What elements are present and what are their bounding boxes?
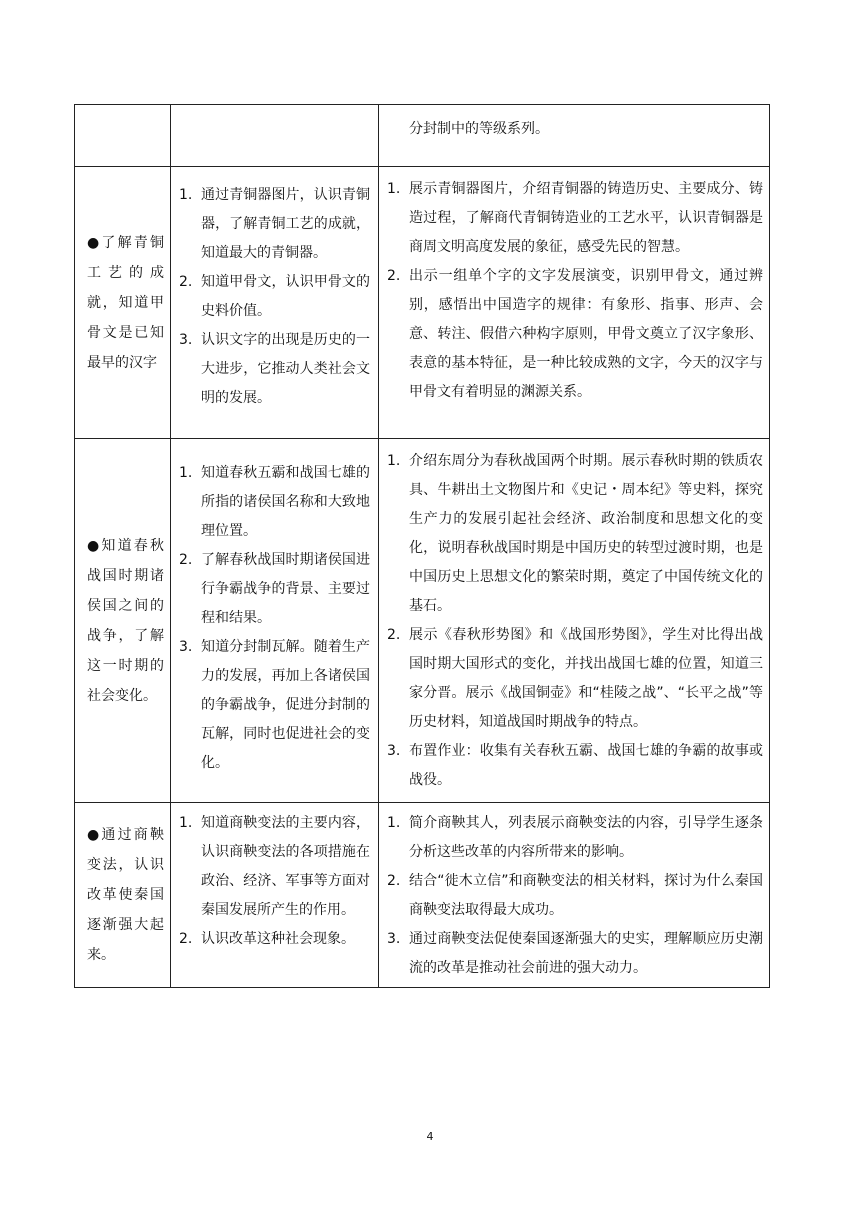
item-number: 3. [387,743,401,759]
item-text: 简介商鞅其人，列表展示商鞅变法的内容，引导学生逐条分析这些改革的内容所带来的影响。 [409,815,763,860]
item-number: 2. [387,627,401,643]
item-number: 3. [387,931,401,947]
goal-text: ●通过商鞅变法，认识改革使秦国逐渐强大起来。 [87,827,164,963]
list-item [179,546,370,633]
requirements-cell [171,105,379,166]
list-item [387,925,763,983]
item-text: 知道分封制瓦解。随着生产力的发展，再加上各诸侯国的争霸战争，促进分封制的瓦解，同时也促进社会的变化。 [201,639,370,771]
item-number: 3. [179,332,193,348]
list-item [179,181,370,268]
item-text: 知道甲骨文，认识甲骨文的史料价值。 [201,274,370,319]
item-text: 展示《春秋形势图》和《战国形势图》，学生对比得出战国时期大国形式的变化，并找出战国七雄的位置，知道三家分晋。展示《战国铜壶》和“桂陵之战”、“长平之战”等历史材料，知道战国时期战争的特点。 [409,627,763,730]
activities-continuation-text: 分封制中的等级系列。 [409,121,549,137]
item-number: 1. [387,453,401,469]
requirements-cell [171,439,379,802]
activities-cell [379,167,769,438]
activities-cell [379,105,769,166]
item-text: 通过商鞅变法促使秦国逐渐强大的史实，理解顺应历史潮流的改革是推动社会前进的强大动力。 [409,931,763,976]
goal-cell [75,803,171,987]
item-number: 2. [387,268,401,284]
item-number: 2. [387,873,401,889]
item-text: 知道商鞅变法的主要内容，认识商鞅变法的各项措施在政治、经济、军事等方面对秦国发展所产生的作用。 [201,815,370,918]
table-row [74,166,770,438]
goal-text: ●了解青铜工艺的成就，知道甲骨文是已知最早的汉字 [87,234,164,371]
item-text: 认识改革这种社会现象。 [201,931,355,947]
table-row [74,438,770,802]
list-item [387,621,763,737]
item-text: 出示一组单个字的文字发展演变，识别甲骨文，通过辨别，感悟出中国造字的规律：有象形、指事、形声、会意、转注、假借六种构字原则，甲骨文奠立了汉字象形、表意的基本特征，是一种比较成熟的文字，今天的汉字与甲骨文有着明显的渊源关系。 [409,268,763,400]
item-number: 2. [179,274,193,290]
item-number: 2. [179,931,193,947]
list-item [387,737,763,795]
table-row [74,802,770,988]
list-item [179,326,370,413]
goal-text: ●知道春秋战国时期诸侯国之间的战争，了解这一时期的社会变化。 [87,537,164,704]
activities-cell [379,803,769,987]
item-text: 布置作业：收集有关春秋五霸、战国七雄的争霸的故事或战役。 [409,743,763,788]
list-item [179,809,370,925]
goal-cell [75,439,171,802]
item-text: 认识文字的出现是历史的一大进步，它推动人类社会文明的发展。 [201,332,370,406]
item-number: 1. [387,815,401,831]
curriculum-table [74,104,770,988]
item-number: 1. [387,181,401,197]
requirements-cell [171,803,379,987]
list-item [387,867,763,925]
page-number: 4 [426,1130,434,1143]
item-text: 介绍东周分为春秋战国两个时期。展示春秋时期的铁质农具、牛耕出土文物图片和《史记・周本纪》等史料，探究生产力的发展引起社会经济、政治制度和思想文化的变化，说明春秋战国时期是中国历史的转型过渡时期，也是中国历史上思想文化的繁荣时期，奠定了中国传统文化的基石。 [409,453,763,614]
list-item [387,809,763,867]
item-number: 1. [179,187,193,203]
activities-cell [379,439,769,802]
table-row [74,104,770,166]
item-text: 通过青铜器图片，认识青铜器，了解青铜工艺的成就，知道最大的青铜器。 [201,187,370,261]
goal-cell [75,167,171,438]
list-item [179,268,370,326]
item-text: 展示青铜器图片，介绍青铜器的铸造历史、主要成分、铸造过程，了解商代青铜铸造业的工艺水平，认识青铜器是商周文明高度发展的象征，感受先民的智慧。 [409,181,763,255]
list-item [179,633,370,778]
goal-cell [75,105,171,166]
item-text: 结合“徙木立信”和商鞅变法的相关材料，探讨为什么秦国商鞅变法取得最大成功。 [409,873,763,918]
item-number: 1. [179,815,193,831]
list-item [179,459,370,546]
item-number: 2. [179,552,193,568]
requirements-cell [171,167,379,438]
list-item [387,447,763,621]
list-item [387,262,763,407]
item-text: 知道春秋五霸和战国七雄的所指的诸侯国名称和大致地理位置。 [201,465,370,539]
item-number: 3. [179,639,193,655]
item-number: 1. [179,465,193,481]
list-item [387,175,763,262]
list-item [179,925,370,954]
item-text: 了解春秋战国时期诸侯国进行争霸战争的背景、主要过程和结果。 [201,552,370,626]
